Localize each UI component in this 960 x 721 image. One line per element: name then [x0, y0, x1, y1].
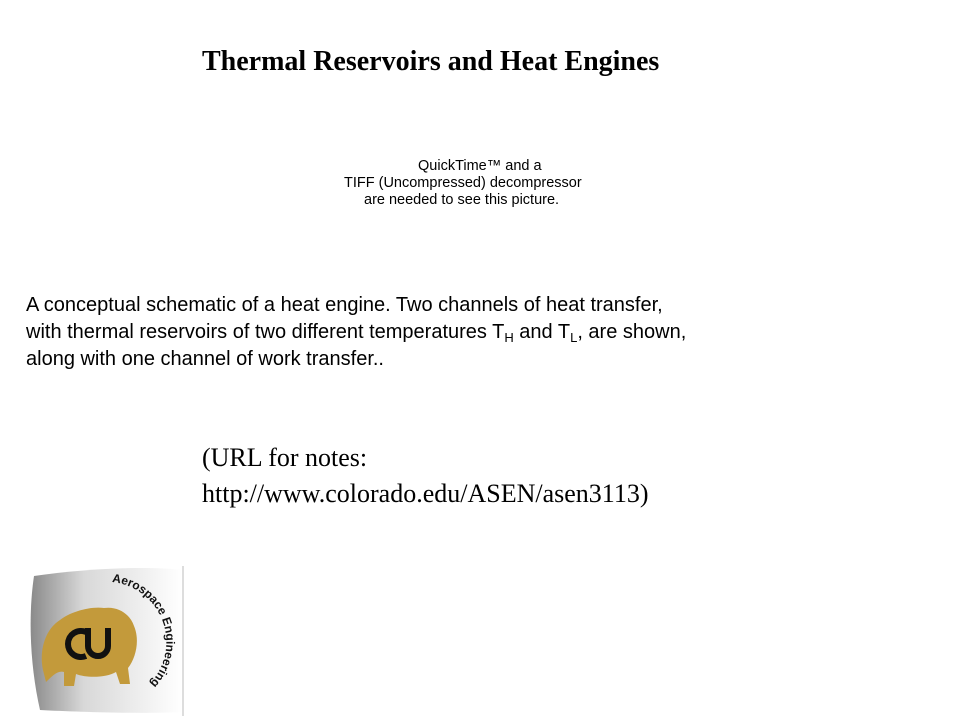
- slide-title: Thermal Reservoirs and Heat Engines: [202, 46, 660, 77]
- placeholder-line-2: TIFF (Uncompressed) decompressor: [344, 175, 582, 191]
- url-note: [202, 440, 649, 512]
- caption-line-1: A conceptual schematic of a heat engine. Two channels of heat transfer,: [26, 294, 663, 316]
- placeholder-line-1: QuickTime™ and a: [418, 158, 542, 174]
- caption-line-2-b: and T: [513, 321, 571, 343]
- url-note-line-2: http://www.colorado.edu/ASEN/asen3113): [202, 479, 649, 508]
- caption-line-3: along with one channel of work transfer..: [26, 348, 384, 370]
- caption-line-2-a: with thermal reservoirs of two different temperatures T: [26, 321, 505, 343]
- image-placeholder: [320, 158, 620, 209]
- logo-arc-text: Aerospace Engineering: [111, 570, 178, 691]
- placeholder-line-3: are needed to see this picture.: [364, 192, 560, 208]
- subscript-l: L: [570, 330, 578, 345]
- aerospace-engineering-logo: [30, 566, 186, 716]
- url-note-line-1: (URL for notes:: [202, 443, 368, 472]
- caption-line-2: [26, 319, 946, 346]
- subscript-h: H: [504, 330, 514, 345]
- caption-line-2-c: , are shown,: [577, 321, 687, 343]
- caption-text: [26, 292, 946, 373]
- logo-graphic: [30, 566, 186, 716]
